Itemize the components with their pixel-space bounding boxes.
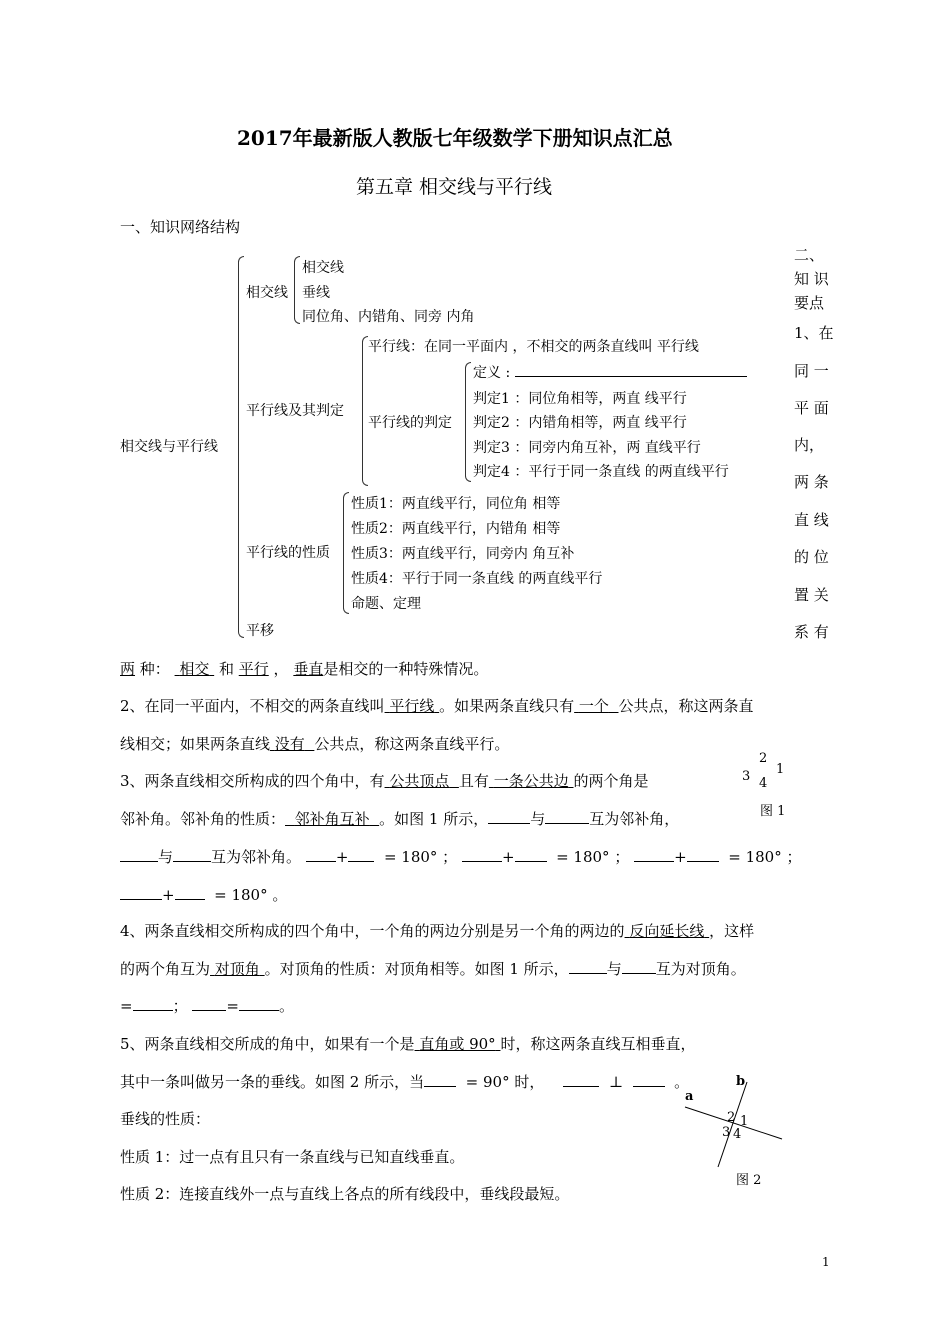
fig2-label-a: a	[685, 1089, 694, 1104]
fig1-angle-3: 3	[742, 769, 751, 784]
branch-parallel-judgement: 平行线及其判定	[246, 403, 344, 419]
branch-translation: 平移	[246, 623, 274, 639]
section-heading: 一、知识网络结构	[120, 218, 241, 236]
doc-title: 2017年最新版人教版七年级数学下册知识点汇总	[237, 126, 673, 150]
side-text: 知 识	[794, 270, 829, 288]
b2-definition: 平行线：在同一平面内 ，不相交的两条直线叫 平行线	[368, 339, 699, 355]
paragraph-3-line1: 3、两条直线相交所构成的四个角中，有 公共顶点 且有 一条公共边 的两个角是	[120, 772, 649, 790]
perpendicular-properties-heading: 垂线的性质：	[120, 1110, 211, 1128]
b1-item: 同位角、内错角、同旁 内角	[302, 309, 475, 325]
paragraph-4-line2: 的两个角互为 对顶角 。对顶角的性质：对顶角相等。如图 1 所示， 与 互为对顶角。	[120, 960, 746, 978]
branch3-brace	[343, 492, 349, 614]
side-text: 系 有	[794, 623, 829, 641]
fig2-angle-1: 1	[740, 1114, 749, 1129]
fig2-angle-3: 3	[722, 1125, 731, 1140]
side-text: 两 条	[794, 473, 829, 491]
side-text: 内，	[794, 436, 825, 454]
side-text: 要点	[794, 294, 825, 312]
paragraph-3-line3: 与 互为邻补角。 + = 180° ； + = 180° ； + = 180° ；	[120, 846, 802, 867]
b3-item: 性质3：两直线平行，同旁内 角互补	[351, 546, 575, 562]
b2-sub-brace	[465, 362, 471, 482]
paragraph-5-line2: 其中一条叫做另一条的垂线。如图 2 所示，当 = 90° 时， ⊥ 。	[120, 1073, 690, 1091]
b1-item: 垂线	[302, 285, 330, 301]
page-number: 1	[822, 1255, 830, 1269]
property-1: 性质 1：过一点有且只有一条直线与已知直线垂直。	[120, 1148, 465, 1166]
fig1-caption: 图 1	[760, 804, 786, 819]
property-2: 性质 2：连接直线外一点与直线上各点的所有线段中，垂线段最短。	[120, 1185, 570, 1203]
fig1-angle-1: 1	[776, 762, 785, 777]
fig1-angle-2: 2	[759, 751, 768, 766]
b1-item: 相交线	[302, 260, 344, 276]
paragraph-4-line1: 4、两条直线相交所构成的四个角中，一个角的两边分别是另一个角的两边的 反向延长线 ，这样	[120, 922, 755, 940]
side-text: 1、在	[794, 324, 834, 342]
side-text: 直 线	[794, 511, 829, 529]
side-text: 同 一	[794, 362, 829, 380]
b2-sub-item: 定义 :	[473, 362, 747, 382]
branch2-brace	[362, 336, 368, 486]
b3-item: 命题、定理	[351, 596, 421, 612]
branch1-brace	[294, 256, 300, 324]
side-text: 平 面	[794, 399, 829, 417]
b2-sub-item: 判定4 ：平行于同一条直线 的两直线平行	[473, 464, 729, 480]
b2-sub-heading: 平行线的判定	[368, 415, 452, 431]
paragraph-4-line3: = ； = 。	[120, 997, 294, 1015]
b2-sub-item: 判定1 ：同位角相等，两直 线平行	[473, 391, 687, 407]
fig2-label-b: b	[736, 1074, 746, 1089]
b3-item: 性质2：两直线平行，内错角 相等	[351, 521, 561, 537]
fig2-angle-2: 2	[727, 1110, 736, 1125]
branch-intersecting: 相交线	[246, 285, 288, 301]
b3-item: 性质1：两直线平行，同位角 相等	[351, 496, 561, 512]
root-brace	[238, 256, 244, 638]
paragraph-3-line4: + = 180° 。	[120, 884, 287, 905]
side-text: 二、	[794, 246, 825, 264]
paragraph-3-line2: 邻补角。邻补角的性质： 邻补角互补 。如图 1 所示， 与 互为邻补角，	[120, 810, 680, 828]
paragraph-2-line1: 2、在同一平面内，不相交的两条直线叫 平行线 。如果两条直线只有 一个 公共点，称这两条直	[120, 697, 754, 715]
paragraph-1: 两 种： 相交 和 平行 ， 垂直是相交的一种特殊情况。	[120, 660, 489, 678]
side-text: 的 位	[794, 548, 829, 566]
fig1-angle-4: 4	[759, 776, 768, 791]
b2-sub-item: 判定2 ：内错角相等，两直 线平行	[473, 415, 687, 431]
network-root: 相交线与平行线	[120, 439, 218, 455]
branch-parallel-properties: 平行线的性质	[246, 545, 330, 561]
side-text: 置 关	[794, 586, 829, 604]
paragraph-5-line1: 5、两条直线相交所成的角中，如果有一个是 直角或 90° 时，称这两条直线互相垂直，	[120, 1035, 696, 1053]
chapter-title: 第五章 相交线与平行线	[356, 176, 553, 198]
b3-item: 性质4：平行于同一条直线 的两直线平行	[351, 571, 603, 587]
fig2-caption: 图 2	[736, 1173, 762, 1188]
fig2-angle-4: 4	[733, 1127, 742, 1142]
b2-sub-item: 判定3 ：同旁内角互补，两 直线平行	[473, 440, 701, 456]
paragraph-2-line2: 线相交；如果两条直线 没有 公共点，称这两条直线平行。	[120, 735, 510, 753]
